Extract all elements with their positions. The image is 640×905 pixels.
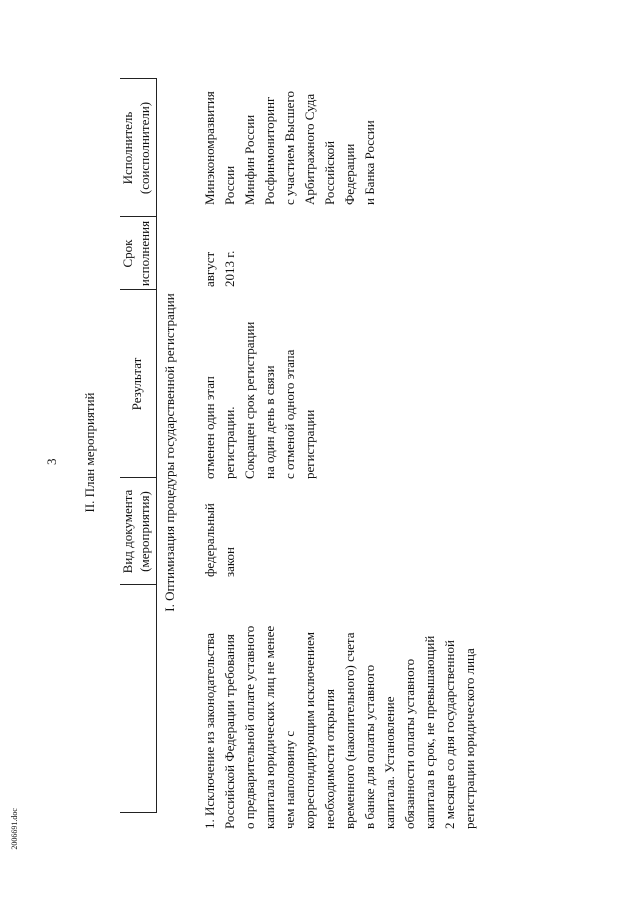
footer-code: 2006691.doc xyxy=(10,808,19,850)
header-result: Результат xyxy=(128,357,144,411)
subsection-title: I. Оптимизация процедуры государственной регистрации xyxy=(162,293,177,612)
section-title: II. План мероприятий xyxy=(82,392,97,513)
header-bottom-border xyxy=(156,78,157,813)
table-row-executor: Минэкономразвития России Минфин России Росфинмониторинг с участием Высшего Арбитражного Суда Российской Федерации и Банка России xyxy=(202,91,377,205)
header-deadline: Срок исполнения xyxy=(120,220,152,287)
table-row-result: отменен один этап регистрации. Сокращен срок регистрации на один день в связи с отменой одного этапа регистрации xyxy=(202,321,317,479)
page-number: 3 xyxy=(44,458,59,465)
header-executor: Исполнитель (соисполнители) xyxy=(120,101,152,195)
table-row-measure: 1. Исключение из законодательства Российской Федерации требования о предварительной оплате уставного капитала юридических лиц не менее чем наполовину с корреспондирующим исключением необходимости открытия временного (накопительного) счета в банке для оплаты уставного капитала. Установление обязанности оплаты уставного капитала в срок, не превышающий 2 месяцев со дня государственной регистрации юридического лица xyxy=(202,625,477,829)
table-row-deadline: август 2013 г. xyxy=(202,250,237,287)
header-doc-type: Вид документа (мероприятия) xyxy=(120,489,152,574)
table-border-left xyxy=(120,812,156,813)
table-row-doc-type: федеральный закон xyxy=(202,503,237,577)
